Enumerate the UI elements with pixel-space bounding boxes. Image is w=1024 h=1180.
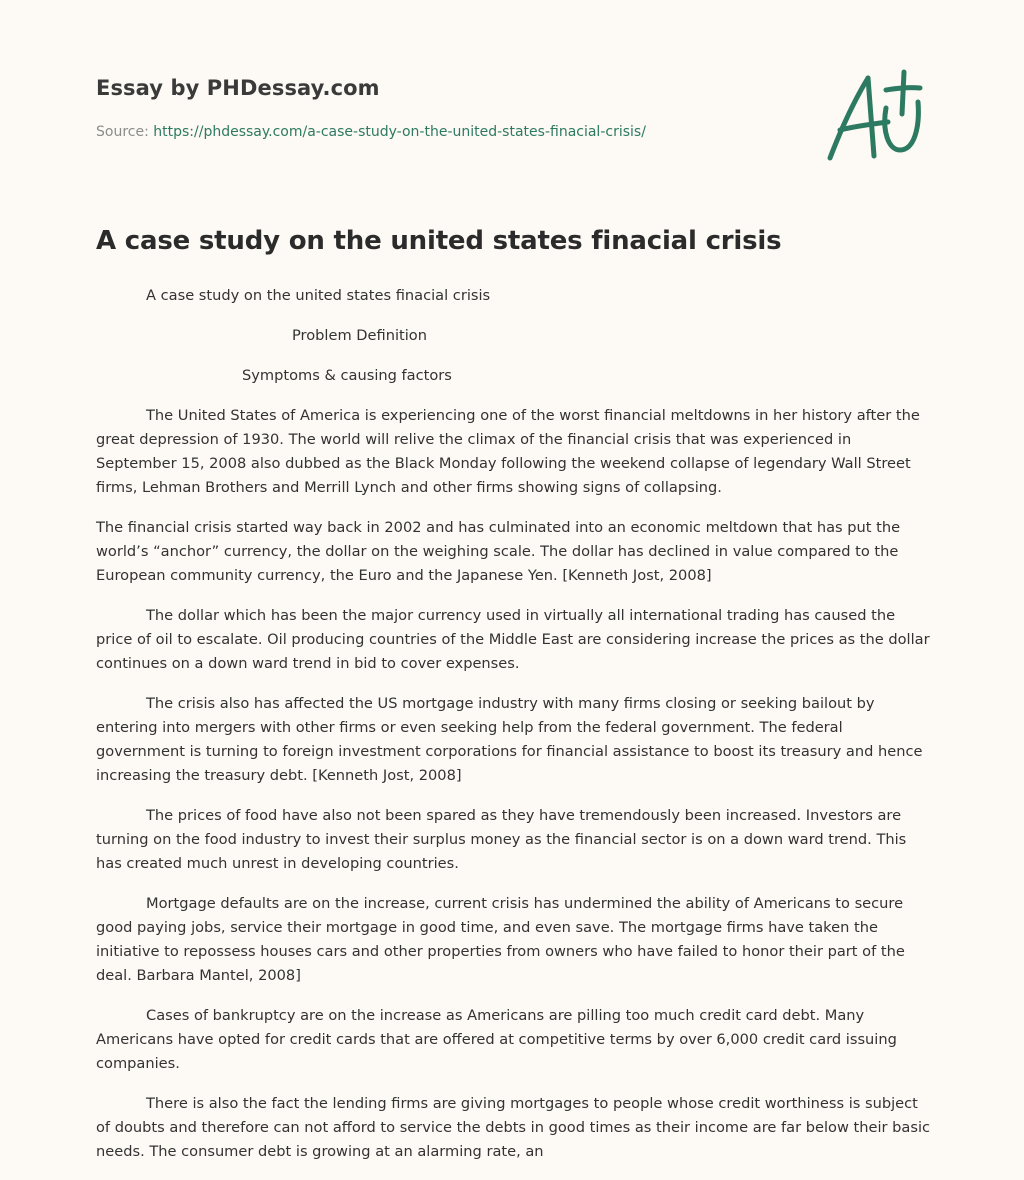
source-label: Source: [96, 124, 149, 140]
essay-paragraph: The financial crisis started way back in 2002 and has culminated into an economic meltdown that has put the world’s “anchor” currency, the dollar on the weighing scale. The dollar has declined in value compared to the European community currency, the Euro and the Japanese Yen. [Kenneth Jost, 2008] [96, 519, 901, 584]
essay-paragraph: The prices of food have also not been spared as they have tremendously been increased. Investors are turning on the food industry to invest their surplus money as the financial sector is on a down ward trend. This has created much unrest in developing countries. [96, 807, 907, 872]
essay-paragraph: Mortgage defaults are on the increase, current crisis has undermined the ability of Americans to secure good paying jobs, service their mortgage in good time, and even save. The mortgage firms have taken the initiative to repossess houses cars and other properties from owners who have failed to honor their part of the deal. Barbara Mantel, 2008] [96, 895, 905, 984]
essay-body [96, 284, 932, 1180]
site-brand: Essay by PHDessay.com [96, 76, 380, 100]
a-plus-logo-icon [822, 68, 930, 166]
essay-subheading-symptoms: Symptoms & causing factors [242, 367, 452, 384]
essay-subheading-problem: Problem Definition [292, 327, 427, 344]
essay-heading-line: A case study on the united states finacial crisis [146, 287, 491, 304]
essay-paragraph: The United States of America is experiencing one of the worst financial meltdowns in her history after the great depression of 1930. The world will relive the climax of the financial crisis that was experienced in September 15, 2008 also dubbed as the Black Monday following the weekend collapse of legendary Wall Street firms, Lehman Brothers and Merrill Lynch and other firms showing signs of collapsing. [96, 407, 920, 496]
source-link[interactable]: https://phdessay.com/a-case-study-on-the-united-states-finacial-crisis/ [153, 124, 646, 140]
essay-paragraph: The dollar which has been the major currency used in virtually all international trading has caused the price of oil to escalate. Oil producing countries of the Middle East are considering increase the prices as the dollar continues on a down ward trend in bid to cover expenses. [96, 607, 930, 672]
source-line [96, 124, 646, 140]
essay-title: A case study on the united states finacial crisis [96, 226, 782, 256]
essay-paragraph: The crisis also has affected the US mortgage industry with many firms closing or seeking bailout by entering into mergers with other firms or even seeking help from the federal government. The federal government is turning to foreign investment corporations for financial assistance to boost its treasury and hence increasing the treasury debt. [Kenneth Jost, 2008] [96, 695, 923, 784]
essay-paragraph: There is also the fact the lending firms are giving mortgages to people whose credit worthiness is subject of doubts and therefore can not afford to service the debts in good times as their income are far below their basic needs. The consumer debt is growing at an alarming rate, an [96, 1095, 931, 1160]
essay-paragraph: Cases of bankruptcy are on the increase as Americans are pilling too much credit card debt. Many Americans have opted for credit cards that are offered at competitive terms by over 6,000 credit card issuing companies. [96, 1007, 897, 1072]
